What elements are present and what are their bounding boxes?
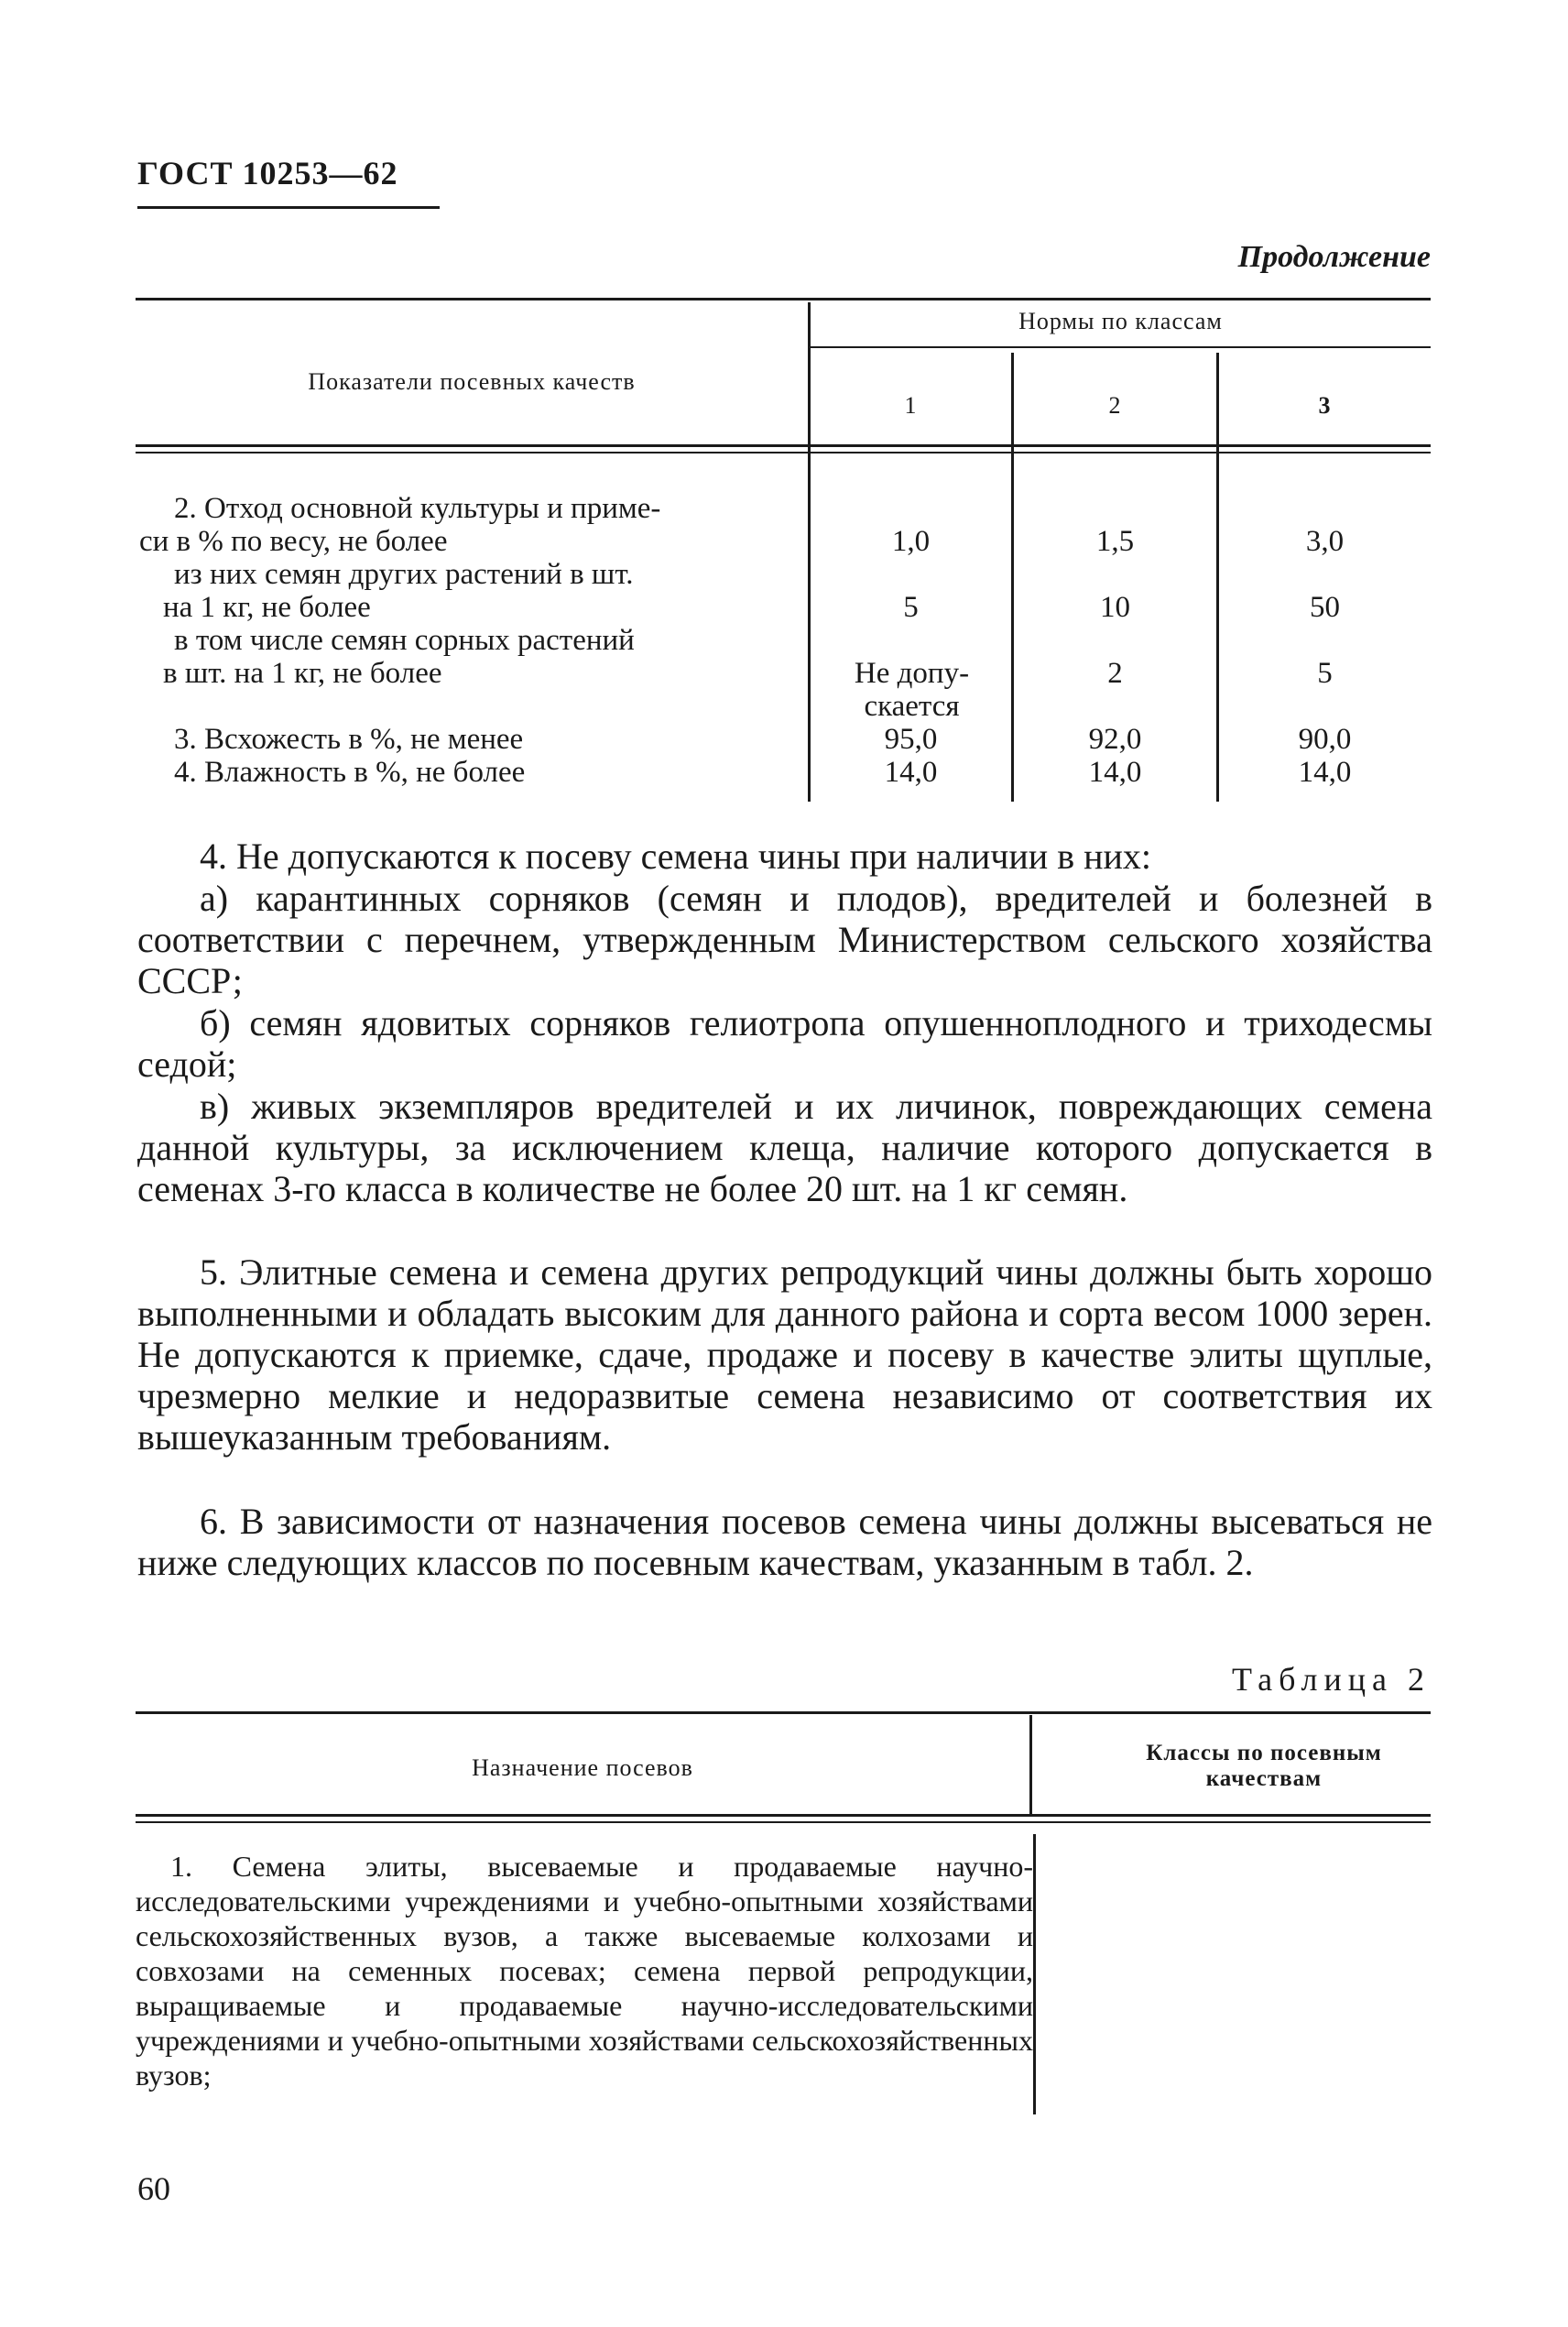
table2-vline-header xyxy=(1029,1715,1032,1814)
table2-vline-body xyxy=(1033,1834,1036,2114)
table1-header-rule xyxy=(136,444,1431,447)
table1-row-5-class-3: 14,0 xyxy=(1298,756,1352,789)
table1-header-rule-2 xyxy=(136,452,1431,453)
table1-row-1-class-2: 1,5 xyxy=(1095,525,1135,558)
table2-top-rule xyxy=(136,1711,1431,1714)
paragraph-4 xyxy=(137,836,1432,877)
table1-row-2-label-line-1: из них семян других растений в шт. xyxy=(174,558,634,591)
table2-classes-header: Классы по посевным качествам xyxy=(1146,1741,1382,1791)
table1-row-1-label-line-2: си в % по весу, не более xyxy=(139,525,448,558)
table1-row-4-label: 3. Всхожесть в %, не менее xyxy=(174,723,524,756)
paragraph-6-text: 6. В зависимости от назначения посевов семена чины должны высеваться не ниже следующих классов по посевным качествам, указанным в табл. 2. xyxy=(137,1501,1432,1583)
table1-class-1-header: 1 xyxy=(904,392,918,419)
table1-class-2-header: 2 xyxy=(1108,392,1122,419)
table1-row-3-class-1: Не допу- скается xyxy=(854,657,970,723)
continuation-label: Продолжение xyxy=(1237,240,1431,274)
table1-row-1-class-1: 1,0 xyxy=(891,525,931,558)
table1-top-rule xyxy=(136,298,1431,300)
paragraph-5 xyxy=(137,1251,1432,1458)
table1-row-4-class-3: 90,0 xyxy=(1298,723,1352,756)
table1-norms-rule xyxy=(810,346,1431,348)
table2-row-1-text: 1. Семена элиты, высеваемые и продаваемые научно-исследовательскими учреждениями и учебно-опытными хозяйствами сельскохозяйственных вузов, а также высеваемые колхозами и совхозами на семенных посевах; семена первой репродукции, выращиваемые и продаваемые научно-исследовательскими учреждениями и учебно-опытными хозяйствами сельскохозяйственных вузов; xyxy=(136,1850,1033,2092)
paragraph-4-text: 4. Не допускаются к посеву семена чины при наличии в них: xyxy=(200,836,1152,877)
page-number: 60 xyxy=(137,2170,170,2207)
table1-row-2-class-3: 50 xyxy=(1310,591,1340,624)
paragraph-4c-text: в) живых экземпляров вредителей и их личинок, повреждающих семена данной культуры, за исключением клеща, наличие которого допускается в семенах 3-го класса в количестве не более 20 шт. на 1 кг семян. xyxy=(137,1086,1432,1209)
table1-indicator-header: Показатели посевных качеств xyxy=(308,368,636,395)
table2-caption: Таблица 2 xyxy=(1232,1661,1431,1698)
table1-class-3-header: 3 xyxy=(1318,392,1332,419)
table1-row-2-label-line-2: на 1 кг, не более xyxy=(163,591,371,624)
table1-row-2-class-2: 10 xyxy=(1100,591,1130,624)
table1-row-3-label-line-2: в шт. на 1 кг, не более xyxy=(163,657,442,690)
table2-row-1 xyxy=(136,1849,1033,2092)
paragraph-4a-text: а) карантинных сорняков (семян и плодов), вредителей и болезней в соответствии с перечнем, утвержденным Министерством сельского хозяйства СССР; xyxy=(137,878,1432,1001)
table1-row-4-class-2: 92,0 xyxy=(1088,723,1142,756)
table1-row-2-class-1: 5 xyxy=(903,591,919,624)
table1-norms-header: Нормы по классам xyxy=(1018,308,1223,334)
table2-header-rule-2 xyxy=(136,1821,1431,1823)
paragraph-4c xyxy=(137,1086,1432,1209)
table1-row-1-label-line-1: 2. Отход основной культуры и приме- xyxy=(174,492,661,525)
table1-row-3-label-line-1: в том числе семян сорных растений xyxy=(174,624,635,657)
table2-header-rule xyxy=(136,1814,1431,1817)
table2-purpose-header: Назначение посевов xyxy=(472,1754,693,1781)
table1-row-1-class-3: 3,0 xyxy=(1305,525,1345,558)
table1-row-3-class-3: 5 xyxy=(1317,657,1333,690)
table1-row-5-label: 4. Влажность в %, не более xyxy=(174,756,526,789)
table1-row-3-class-2: 2 xyxy=(1107,657,1123,690)
table1-row-5-class-2: 14,0 xyxy=(1088,756,1142,789)
paragraph-5-text: 5. Элитные семена и семена других репродукций чины должны быть хорошо выполненными и обладать высоким для данного района и сорта весом 1000 зерен. Не допускаются к приемке, сдаче, продаже и посеву в качестве элиты щуплые, чрезмерно мелкие и недоразвитые семена независимо от соответствия их вышеуказанным требованиям. xyxy=(137,1251,1432,1458)
table1-row-5-class-1: 14,0 xyxy=(884,756,938,789)
header-underline xyxy=(137,206,440,209)
paragraph-4b xyxy=(137,1002,1432,1085)
paragraph-4b-text: б) семян ядовитых сорняков гелиотропа опушенноплодного и триходесмы седой; xyxy=(137,1002,1432,1085)
table1-row-4-class-1: 95,0 xyxy=(884,723,938,756)
document-code: ГОСТ 10253—62 xyxy=(137,155,398,191)
paragraph-4a xyxy=(137,878,1432,1001)
paragraph-6 xyxy=(137,1501,1432,1583)
